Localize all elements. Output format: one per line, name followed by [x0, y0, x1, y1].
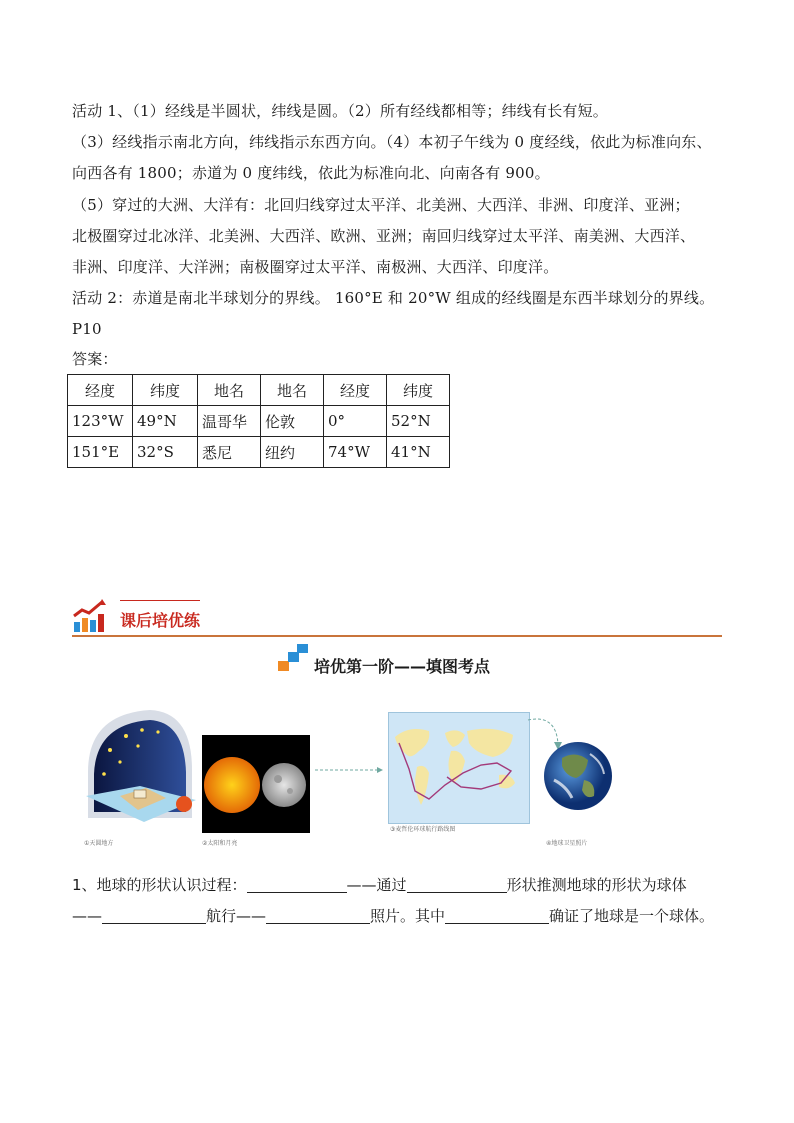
answer-blank[interactable] [102, 907, 206, 924]
table-cell: 151°E [68, 437, 133, 468]
answer-label: 答案： [72, 350, 118, 368]
table-cell: 123°W [68, 406, 133, 437]
stairs-icon [278, 644, 308, 672]
question-text: 航行—— [206, 907, 267, 925]
subsection-title: 培优第一阶——填图考点 [314, 657, 491, 676]
question-text: ——通过 [346, 876, 407, 894]
table-cell: 0° [324, 406, 387, 437]
table-cell: 49°N [133, 406, 198, 437]
figure-caption: ②太阳和月亮 [202, 840, 238, 847]
answer-blank[interactable] [445, 907, 549, 924]
sky-dome-illustration [80, 700, 200, 832]
figure-caption: ①天圆地方 [84, 840, 114, 847]
section-accent-line [120, 600, 200, 601]
figure-sky-dome [80, 700, 200, 847]
figure-caption: ③麦哲伦环球航行路线图 [390, 826, 456, 833]
table-header-cell: 纬度 [133, 375, 198, 406]
earth-illustration [542, 740, 614, 812]
voyage-map-illustration [389, 713, 529, 823]
table-row [68, 437, 450, 468]
question-text: 照片。其中 [370, 907, 446, 925]
answer-blank[interactable] [407, 876, 507, 893]
table-header-row [68, 375, 450, 406]
answer-table [67, 374, 450, 468]
table-cell: 52°N [387, 406, 450, 437]
answer-line-5: 北极圈穿过北冰洋、北美洲、大西洋、欧洲、亚洲；南回归线穿过太平洋、南美洲、大西洋、 [72, 227, 696, 245]
figure-earth [540, 700, 620, 847]
answer-line-1: 活动 1、（1）经线是半圆状，纬线是圆。（2）所有经线都相等；纬线有长有短。 [72, 102, 609, 120]
table-header-cell: 地名 [261, 375, 324, 406]
section-rule [72, 635, 722, 637]
table-header-cell: 经度 [68, 375, 133, 406]
section-title: 课后培优练 [120, 611, 201, 630]
table-cell: 74°W [324, 437, 387, 468]
section-heading [72, 598, 722, 638]
figure-caption: ④地球卫星照片 [546, 840, 588, 847]
answer-line-4: （5）穿过的大洲、大洋有：北回归线穿过太平洋、北美洲、大西洋、非洲、印度洋、亚洲； [72, 196, 690, 214]
answer-line-2: （3）经线指示南北方向，纬线指示东西方向。（4）本初子午线为 0 度经线，依此为标准向东、 [72, 133, 712, 151]
table-cell: 温哥华 [198, 406, 261, 437]
question-text: 形状推测地球的形状为球体 [506, 876, 687, 894]
sun-moon-illustration [202, 735, 310, 833]
answer-blank[interactable] [247, 876, 347, 893]
table-header-cell: 纬度 [387, 375, 450, 406]
question-text: —— [72, 907, 102, 925]
table-cell: 41°N [387, 437, 450, 468]
table-header-cell: 地名 [198, 375, 261, 406]
table-row [68, 406, 450, 437]
table-cell: 32°S [133, 437, 198, 468]
page-ref: P10 [72, 320, 102, 338]
question-text: 确证了地球是一个球体。 [549, 907, 715, 925]
table-cell: 悉尼 [198, 437, 261, 468]
table-cell: 伦敦 [261, 406, 324, 437]
table-header-cell: 经度 [324, 375, 387, 406]
answer-blank[interactable] [266, 907, 370, 924]
sun-moon-photo [202, 735, 310, 833]
answer-line-3: 向西各有 1800；赤道为 0 度纬线，依此为标准向北、向南各有 900。 [72, 164, 550, 182]
voyage-map [388, 712, 530, 824]
rising-chart-icon [72, 598, 108, 634]
answer-line-7: 活动 2：赤道是南北半球划分的界线。 160°E 和 20°W 组成的经线圈是东西半球划分的界线。 [72, 289, 715, 307]
question-text: 1、地球的形状认识过程： [72, 876, 247, 894]
question-line-1 [72, 874, 687, 895]
answer-line-6: 非洲、印度洋、大洋洲；南极圈穿过太平洋、南极洲、大西洋、印度洋。 [72, 258, 559, 276]
figure-sun-moon [202, 700, 312, 847]
question-line-2 [72, 905, 714, 926]
figure-world-map [388, 700, 530, 840]
table-cell: 纽约 [261, 437, 324, 468]
dashed-arrow-icon [315, 766, 385, 774]
